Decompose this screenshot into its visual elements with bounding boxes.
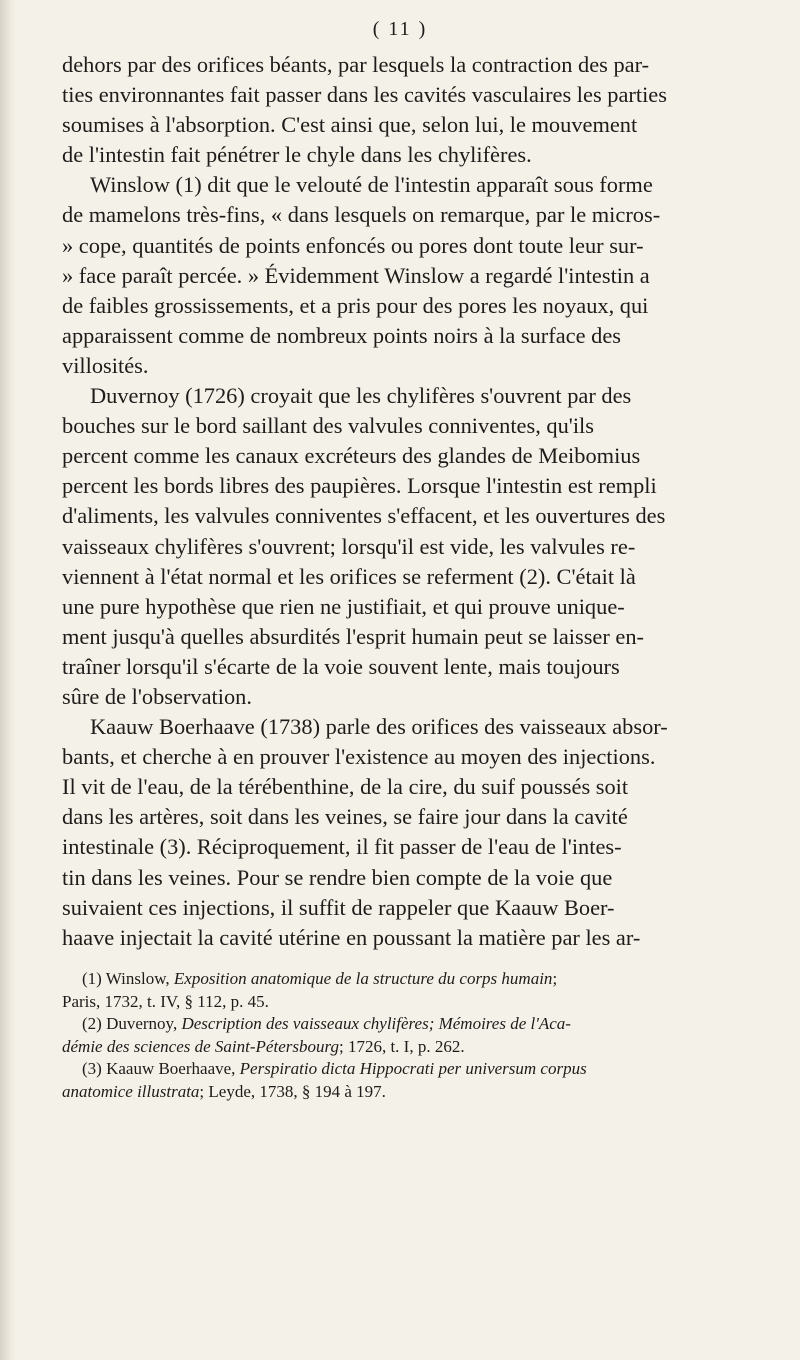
footnotes [62,968,776,1104]
text-line: viennent à l'état normal et les orifices se referment (2). C'était là [62,563,636,589]
footnote-punct: ; [552,969,558,988]
text-line: de l'intestin fait pénétrer le chyle dans les chylifères. [62,142,532,168]
footnote-number: (1) [82,969,102,988]
text-line: percent les bords libres des paupières. Lorsque l'intestin est rempli [62,473,657,499]
footnote-author: Duvernoy, [106,1014,178,1034]
text-line: traîner lorsqu'il s'écarte de la voie souvent lente, mais toujours [62,653,620,679]
footnote-1-cont: Paris, 1732, t. IV, § 112, p. 45. [62,991,269,1011]
text-line: Winslow (1) dit que le velouté de l'intestin apparaît sous forme [90,172,653,198]
footnote-title: Exposition anatomique de la structure du corps humain [173,969,553,988]
text-line: ment jusqu'à quelles absurdités l'esprit humain peut se laisser en- [62,623,645,649]
footnote-2 [62,1013,776,1036]
text-line: dehors par des orifices béants, par lesquels la contraction des par- [62,52,650,77]
text-line: Kaauw Boerhaave (1738) parle des orifices des vaisseaux absor- [90,714,668,740]
footnote-author: Winslow, [105,969,170,988]
footnote-3 [62,1058,776,1081]
paragraph-2 [62,170,776,381]
footnote-details: ; Leyde, 1738, § 194 à 197. [199,1081,386,1101]
footnote-number: (3) [82,1059,102,1079]
footnote-title-cont: anatomice illustrata [62,1081,200,1101]
text-line: villosités. [62,352,149,378]
text-line: une pure hypothèse que rien ne justifiait, et qui prouve unique- [62,593,625,619]
text-line: soumises à l'absorption. C'est ainsi que, selon lui, le mouvement [62,112,638,138]
text-line: apparaissent comme de nombreux points noirs à la surface des [62,322,621,348]
text-line: d'aliments, les valvules conniventes s'effacent, et les ouvertures des [62,503,666,529]
footnote-details: ; 1726, t. I, p. 262. [338,1036,465,1056]
text-line: suivaient ces injections, il suffit de rappeler que Kaauw Boer- [62,894,615,920]
footnote-2-cont [62,1036,776,1059]
text-line: » cope, quantités de points enfoncés ou pores dont toute leur sur- [62,232,644,258]
text-line: ties environnantes fait passer dans les cavités vasculaires les parties [62,82,667,108]
text-line: bouches sur le bord saillant des valvules conniventes, qu'ils [62,413,594,439]
footnote-author: Kaauw Boerhaave, [106,1059,236,1079]
text-line: percent comme les canaux excréteurs des glandes de Meibomius [62,443,641,469]
footnote-3-cont [62,1081,776,1104]
page-number: ( 11 ) [372,18,428,40]
text-line: dans les artères, soit dans les veines, se faire jour dans la cavité [62,804,628,830]
footnote-number: (2) [82,1014,102,1034]
paragraph-3 [62,381,776,712]
footnote-title: Description des vaisseaux chylifères; Mémoires de l'Aca- [181,1014,571,1034]
text-line: vaisseaux chylifères s'ouvrent; lorsqu'il est vide, les valvules re- [62,533,636,559]
text-line: de faibles grossissements, et a pris pour des pores les noyaux, qui [62,292,649,318]
text-line: Il vit de l'eau, de la térébenthine, de la cire, du suif poussés soit [62,774,629,800]
paragraph-1 [62,50,776,170]
footnote-title-cont: démie des sciences de Saint-Pétersbourg [62,1036,339,1056]
paragraph-4 [62,712,776,953]
text-line: bants, et cherche à en prouver l'existence au moyen des injections. [62,744,656,770]
text-line: de mamelons très-fins, « dans lesquels on remarque, par le micros- [62,202,661,228]
text-line: intestinale (3). Réciproquement, il fit passer de l'eau de l'intes- [62,834,622,860]
text-line: Duvernoy (1726) croyait que les chylifères s'ouvrent par des [90,383,632,409]
footnote-title: Perspiratio dicta Hippocrati per universum corpus [239,1059,587,1079]
footnote-1 [62,968,776,991]
page-edge-shadow [0,0,16,1360]
text-line: sûre de l'observation. [62,683,252,709]
main-text [62,50,776,953]
text-line: tin dans les veines. Pour se rendre bien compte de la voie que [62,864,613,890]
text-line: » face paraît percée. » Évidemment Winslow a regardé l'intestin a [62,262,650,288]
text-line: haave injectait la cavité utérine en poussant la matière par les ar- [62,924,641,950]
